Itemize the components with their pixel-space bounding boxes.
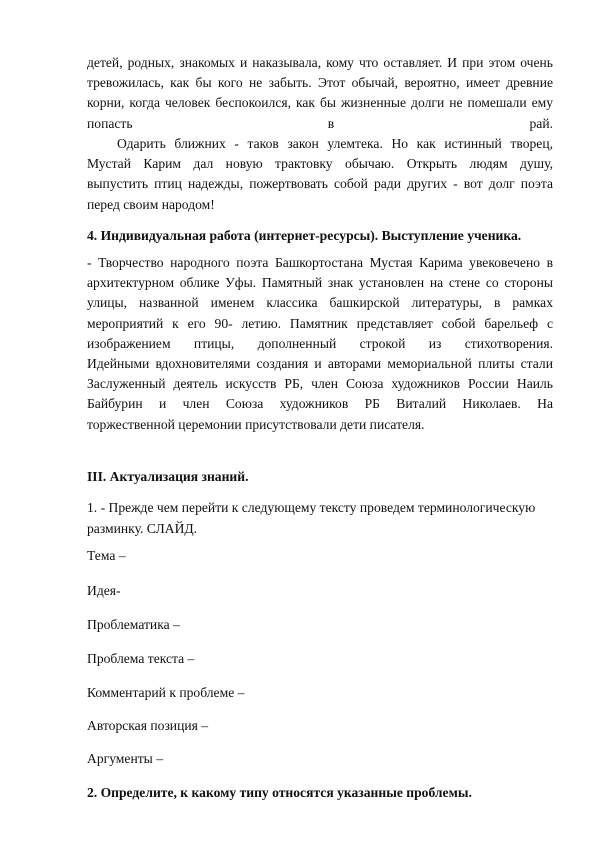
term-item: Идея- (87, 583, 121, 598)
text-line: архитектурном облике Уфы. Памятный знак установлен на стене со стороны (87, 275, 553, 291)
text-line: Байбурин и член Союза художников РБ Виталий Николаев. На (87, 396, 553, 412)
paragraph-ulemtek (87, 134, 553, 215)
section-heading: III. Актуализация знаний. (87, 469, 249, 484)
term-item: Тема – (87, 548, 126, 563)
text-line: мероприятий к его 90- летию. Памятник представляет собой барельеф с (87, 315, 553, 331)
text-line: детей, родных, знакомых и наказывала, кому что оставляет. И при этом очень (87, 55, 553, 70)
paragraph-monument (87, 253, 553, 435)
text-line: корни, когда человек беспокоился, как бы жизненные долги не помешали ему (87, 95, 553, 111)
term-item: Проблематика – (87, 617, 180, 632)
term-item: Аргументы – (87, 751, 163, 766)
term-item: Проблема текста – (87, 651, 195, 666)
text-line: попасть в рай. (87, 115, 553, 131)
text-line: тревожилась, как бы кого не забыть. Этот обычай, вероятно, имеет древние (87, 75, 553, 91)
text-line: Заслуженный деятель искусств РБ, член Союза художников России Наиль (87, 376, 553, 392)
text-line: выпустить птиц надежды, пожертвовать собой ради других - вот долг поэта (87, 176, 553, 192)
text-line: - Творчество народного поэта Башкортостана Мустая Карима увековечено в (87, 255, 553, 270)
text-line: Мустай Карим дал новую трактовку обычаю. Открыть людям душу, (87, 156, 553, 172)
paragraph-custom-ending (87, 53, 553, 134)
text-line: 1. - Прежде чем перейти к следующему тексту проведем терминологическую (87, 500, 536, 515)
text-line: Идейными вдохновителями создания и авторами мемориальной плиты стали (87, 356, 553, 372)
text-line: перед своим народом! (87, 196, 215, 212)
text-line: торжественной церемонии присутствовали дети писателя. (87, 416, 425, 432)
term-item: Комментарий к проблеме – (87, 685, 245, 700)
text-line: изображением птицы, дополненный строкой из стихотворения. (87, 335, 553, 351)
heading-individual-work: 4. Индивидуальная работа (интернет-ресурсы). Выступление ученика. (87, 228, 522, 243)
text-line: улицы, названной именем классика башкирской литературы, в рамках (87, 295, 553, 311)
text-line: Одарить ближних - таков закон улемтека. Но как истинный творец, (117, 136, 553, 151)
task-one (87, 497, 553, 539)
task-two: 2. Определите, к какому типу относятся указанные проблемы. (87, 785, 472, 800)
text-line: разминку. СЛАЙД. (87, 521, 198, 536)
term-item: Авторская позиция – (87, 718, 209, 733)
